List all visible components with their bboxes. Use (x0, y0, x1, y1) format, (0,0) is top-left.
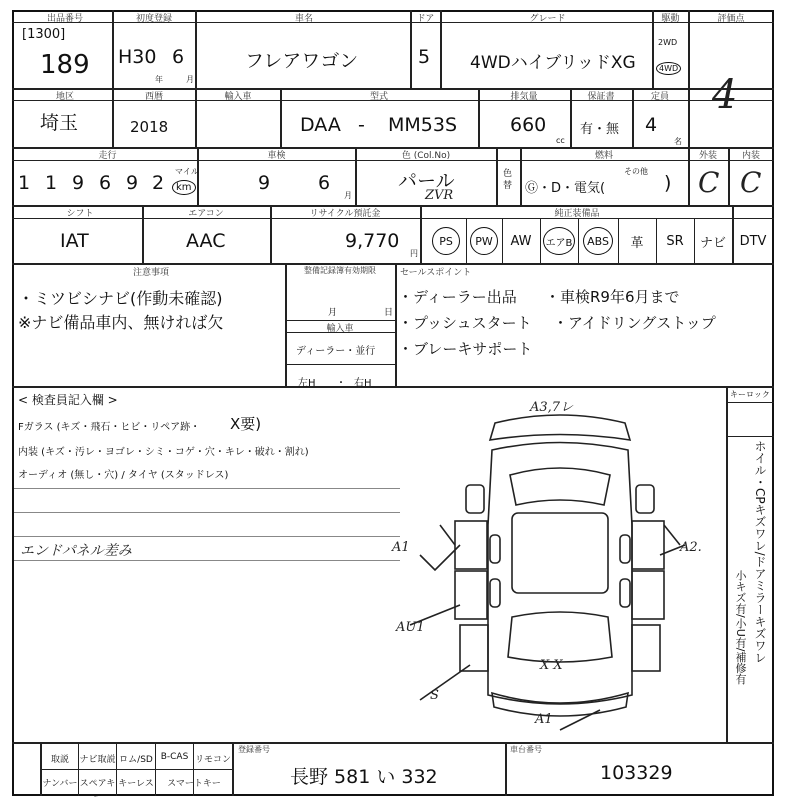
equip-abs: ABS (578, 221, 618, 261)
equip-navi: ナビ (699, 235, 726, 251)
chassis-number: 103329 (600, 762, 673, 784)
hdr-displacement: 排気量 (510, 92, 538, 102)
region: 埼玉 (40, 112, 79, 134)
capacity-unit: 名 (674, 137, 682, 146)
aircon: AAC (186, 230, 226, 252)
import-right: 右H (354, 378, 372, 389)
car-name: フレアワゴン (245, 50, 359, 72)
hdr-int: 内装 (741, 151, 760, 161)
hdr-model: 型式 (369, 92, 388, 102)
damage-a37: A3,7レ (530, 400, 574, 415)
first-reg-era: H30 (118, 46, 157, 68)
hdr-color: 色 (Col.No) (401, 151, 451, 161)
bottom-plate-label: ナンバー (42, 779, 78, 789)
mileage-d2: 1 (45, 172, 58, 194)
mileage-d3: 9 (72, 172, 85, 194)
import-dealer: ディーラー・並行 (296, 346, 376, 357)
recycle-value: 9,770 (345, 230, 400, 252)
hdr-recall: 整備記録簿有効期限 (304, 266, 376, 275)
unit-year: 年 (155, 75, 163, 84)
warranty: 有・無 (580, 122, 620, 137)
hdr-car-name: 車名 (294, 14, 313, 24)
import-left: 左H (298, 378, 316, 389)
recycle-unit: 円 (410, 249, 418, 258)
mileage-mile: マイル (175, 167, 199, 176)
hdr-recycle: リサイクル預託金 (309, 209, 381, 219)
mileage-d1: 1 (18, 172, 31, 194)
sales-1: ・ディーラー出品 (398, 288, 517, 306)
import-dot: ・ (336, 378, 346, 389)
bottom-keyless: キーレス (118, 779, 154, 789)
damage-a2-right: A2. (680, 540, 702, 555)
shift: IAT (60, 230, 89, 252)
bottom-spare-key: スペアキー (79, 779, 116, 802)
note-line-1: ・ミツビシナビ(作動未確認) (18, 289, 223, 308)
inspector-glass-mark: X要) (230, 415, 262, 433)
hdr-lot: 出品番号 (46, 14, 83, 24)
hdr-sales: セールスポイント (400, 268, 472, 278)
hdr-fuel: 燃料 (594, 151, 613, 161)
vertical-note-2: 小キズ有/小U有/補修有 (734, 570, 747, 685)
damage-s: S (430, 688, 439, 703)
sales-5: ・ブレーキサポート (398, 340, 533, 358)
damage-a1-left: A1 (392, 540, 410, 555)
color-code: ZVR (425, 188, 454, 203)
hdr-score: 評価点 (717, 14, 745, 24)
mileage-d4: 6 (99, 172, 112, 194)
hdr-equipment: 純正装備品 (554, 209, 600, 219)
bottom-remote: リモコン (194, 755, 231, 765)
import-label: 輸入車 (326, 324, 354, 334)
grade: 4WDハイブリッドXG (470, 53, 636, 73)
shaken-unit: 月 (344, 191, 352, 200)
hdr-mileage: 走行 (98, 151, 117, 161)
recall-month: 月 (328, 308, 338, 318)
inspector-glass: Fガラス (キズ・飛石・ヒビ・リペア跡・ (18, 422, 201, 433)
sales-3: ・プッシュスタート (398, 314, 532, 332)
equip-sr: SR (666, 233, 684, 249)
car-diagram (400, 395, 720, 735)
fuel-text: Ⓖ・D・電気( (525, 181, 606, 196)
vertical-note-1: ホイル・CPキズワレ/ドアミラーキズワレ (753, 440, 767, 664)
hdr-chassis: 車台番号 (510, 745, 542, 754)
drive-4wd: 4WD (656, 62, 681, 75)
equip-ps: PS (428, 221, 464, 261)
hdr-capacity: 定員 (650, 92, 669, 102)
hdr-doors: ドア (416, 14, 435, 24)
model-code: MM53S (388, 114, 458, 136)
hdr-warranty: 保証書 (587, 92, 615, 102)
lot-number: 189 (40, 50, 90, 80)
ext-grade: C (698, 166, 720, 199)
hdr-plate: 登録番号 (238, 745, 270, 754)
hdr-drive: 駆動 (661, 14, 680, 24)
bottom-smart-key: スマートキー (167, 779, 221, 789)
bottom-bcas: B-CAS (160, 752, 189, 762)
recall-day: 日 (384, 308, 394, 318)
model-dash: - (358, 114, 365, 136)
unit-month: 月 (186, 75, 194, 84)
damage-xx: X X (540, 658, 563, 673)
fuel-close: ) (664, 172, 672, 194)
hdr-ext: 外装 (698, 151, 717, 161)
color-label: 色替 (503, 169, 513, 191)
plate-number: 長野 581 い 332 (290, 766, 438, 788)
hdr-shift: シフト (66, 209, 94, 219)
hdr-first-reg: 初度登録 (135, 14, 172, 24)
note-line-2: ※ナビ備品車内、無ければ欠 (18, 313, 224, 332)
hdr-grade: グレード (529, 14, 566, 24)
first-reg-month: 6 (172, 46, 185, 68)
hdr-import: 輸入車 (224, 92, 252, 102)
doors: 5 (418, 46, 431, 68)
mileage-d6: 2 (152, 172, 165, 194)
int-grade: C (740, 166, 762, 199)
hdr-aircon: エアコン (188, 209, 224, 219)
displacement: 660 (510, 114, 547, 136)
inspector-interior: 内装 (キズ・汚レ・ヨゴレ・シミ・コゲ・穴・キレ・破れ・割れ) (18, 447, 309, 458)
shaken-month: 6 (318, 172, 331, 194)
bottom-rom-sd: ロム/SD (119, 755, 153, 765)
damage-au1: AU1 (396, 620, 425, 635)
color-name: パール (398, 170, 455, 192)
row-line (12, 742, 774, 744)
row-line (12, 386, 774, 388)
equip-leather: 革 (630, 235, 644, 251)
hdr-shaken: 車検 (267, 151, 286, 161)
bottom-manual: 取説 (50, 755, 69, 765)
equip-dtv: DTV (739, 233, 767, 249)
inspector-title: < 検査員記入欄 > (18, 393, 118, 407)
shaken-year: 9 (258, 172, 271, 194)
fuel-other: その他 (624, 167, 648, 176)
displacement-unit: cc (556, 136, 565, 145)
equip-pw: PW (466, 221, 502, 261)
capacity: 4 (645, 114, 658, 136)
sales-2: ・車検R9年6月まで (545, 288, 680, 306)
hdr-region: 地区 (55, 92, 74, 102)
lot-bracket: [1300] (22, 27, 66, 42)
score: 4 (712, 72, 738, 118)
inspector-handwritten: エンドパネル差み (20, 543, 132, 559)
model-prefix: DAA (300, 114, 341, 136)
hdr-year: 西暦 (144, 92, 163, 102)
mileage-km: km (172, 180, 196, 195)
equip-aw: AW (510, 233, 532, 249)
hdr-key: キーロック (730, 390, 770, 399)
bottom-navi-manual: ナビ取説 (79, 755, 116, 765)
mileage-d5: 9 (126, 172, 139, 194)
hdr-notes: 注意事項 (132, 268, 169, 278)
equip-airbag: エアB (540, 221, 578, 261)
inspector-audio: オーディオ (無し・穴) / タイヤ (スタッドレス) (18, 470, 229, 481)
sales-4: ・アイドリングストップ (553, 314, 716, 332)
year: 2018 (130, 118, 169, 136)
damage-a1-bottom: A1 (535, 712, 553, 727)
drive-2wd: 2WD (658, 38, 678, 47)
